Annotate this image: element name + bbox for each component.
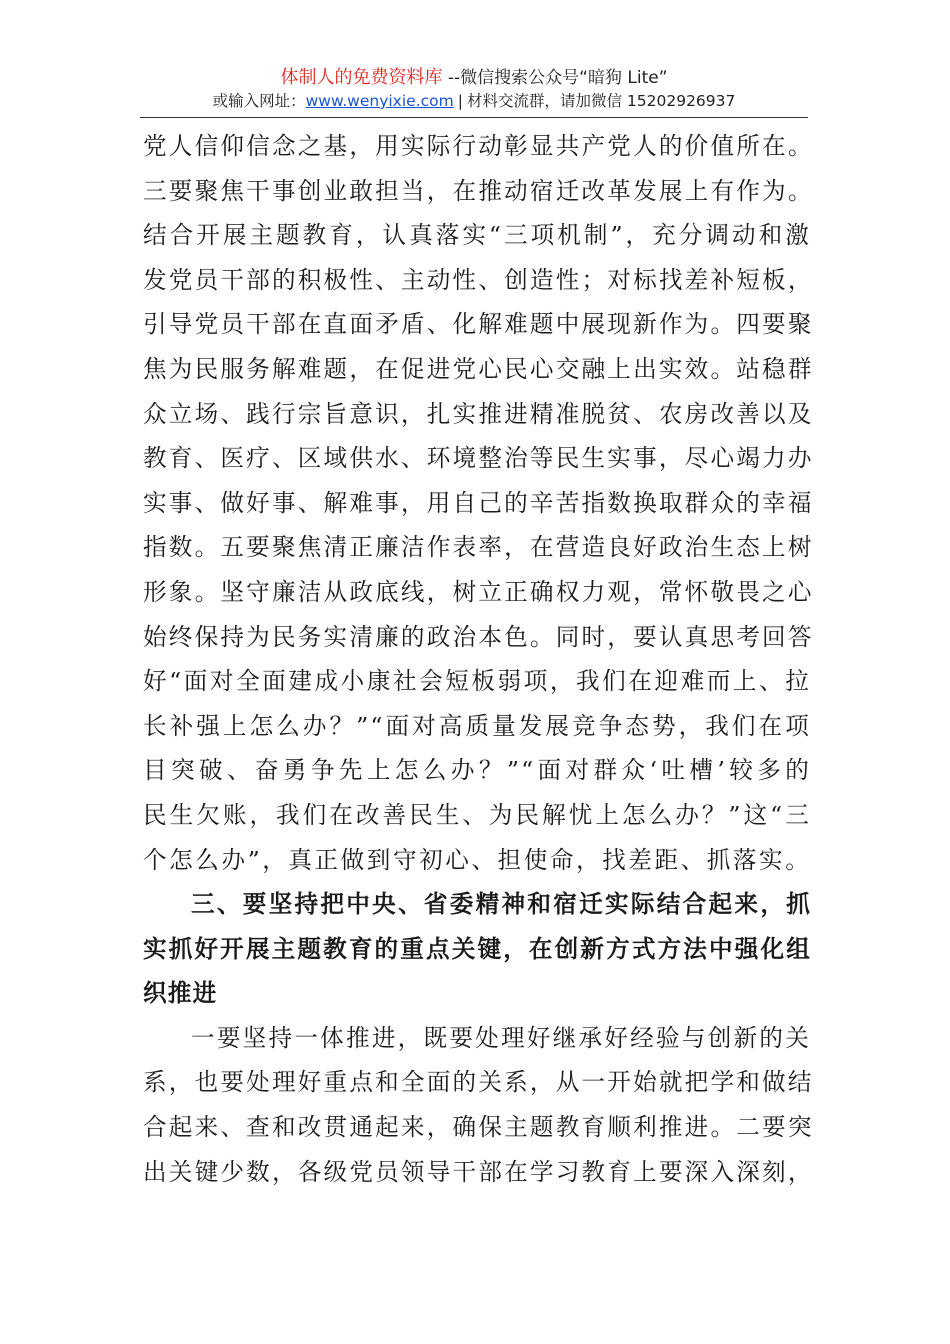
body-line: 始终保持为民务实清廉的政治本色。同时，要认真思考回答 [143,622,814,651]
body-line: 长补强上怎么办？”“面对高质量发展竞争态势，我们在项 [143,711,811,740]
header-divider [140,117,808,118]
header-promo-line [140,66,808,90]
body-line: 结合开展主题教育，认真落实“三项机制”，充分调动和激 [143,221,811,250]
body-line: 三要聚焦干事创业敢担当，在推动宿迁改革发展上有作为。 [143,176,814,205]
page-header [140,66,808,112]
paragraph-line: 一要坚持一体推进，既要处理好继承好经验与创新的关 [191,1023,811,1052]
url-label: 或输入网址： [212,92,306,110]
body-line: 形象。坚守廉洁从政底线，树立正确权力观，常怀敬畏之心 [143,577,814,606]
paragraph-line: 系，也要处理好重点和全面的关系，从一开始就把学和做结 [143,1068,814,1097]
section-heading-line: 实抓好开展主题教育的重点关键，在创新方式方法中强化组 [143,934,811,963]
paragraph-line: 合起来、查和改贯通起来，确保主题教育顺利推进。二要突 [143,1113,814,1142]
group-note: 材料交流群，请加微信 15202926937 [466,92,736,110]
document-body [143,124,814,1194]
website-link[interactable]: www.wenyixie.com [305,92,454,110]
body-line: 个怎么办”，真正做到守初心、担使命，找差距、抓落实。 [143,845,811,874]
body-line: 引导党员干部在直面矛盾、化解难题中展现新作为。四要聚 [143,310,814,339]
header-separator: | [457,92,463,110]
body-line: 指数。五要聚焦清正廉洁作表率，在营造良好政治生态上树 [143,533,814,562]
brand-title: 体制人的免费资料库 [280,67,443,88]
body-line: 好“面对全面建成小康社会短板弱项，我们在迎难而上、拉 [143,667,811,696]
wechat-search-note: --微信搜索公众号“暗狗 Lite” [447,68,668,88]
body-line: 目突破、奋勇争先上怎么办？”“面对群众‘吐槽’较多的 [143,756,811,785]
body-line: 焦为民服务解难题，在促进党心民心交融上出实效。站稳群 [143,354,814,383]
header-url-line [140,90,808,112]
body-line: 实事、做好事、解难事，用自己的辛苦指数换取群众的幸福 [143,488,814,517]
section-heading-line: 织推进 [143,979,218,1008]
body-line: 民生欠账，我们在改善民生、为民解忧上怎么办？”这“三 [143,800,811,829]
body-line: 党人信仰信念之基，用实际行动彰显共产党人的价值所在。 [143,132,814,160]
body-line: 教育、医疗、区域供水、环境整治等民生实事，尽心竭力办 [143,444,814,473]
body-line: 众立场、践行宗旨意识，扎实推进精准脱贫、农房改善以及 [143,399,814,428]
paragraph-line: 出关键少数，各级党员领导干部在学习教育上要深入深刻， [143,1157,814,1186]
body-line: 发党员干部的积极性、主动性、创造性；对标找差补短板， [143,265,814,294]
section-heading-line: 三、要坚持把中央、省委精神和宿迁实际结合起来，抓 [191,890,811,919]
